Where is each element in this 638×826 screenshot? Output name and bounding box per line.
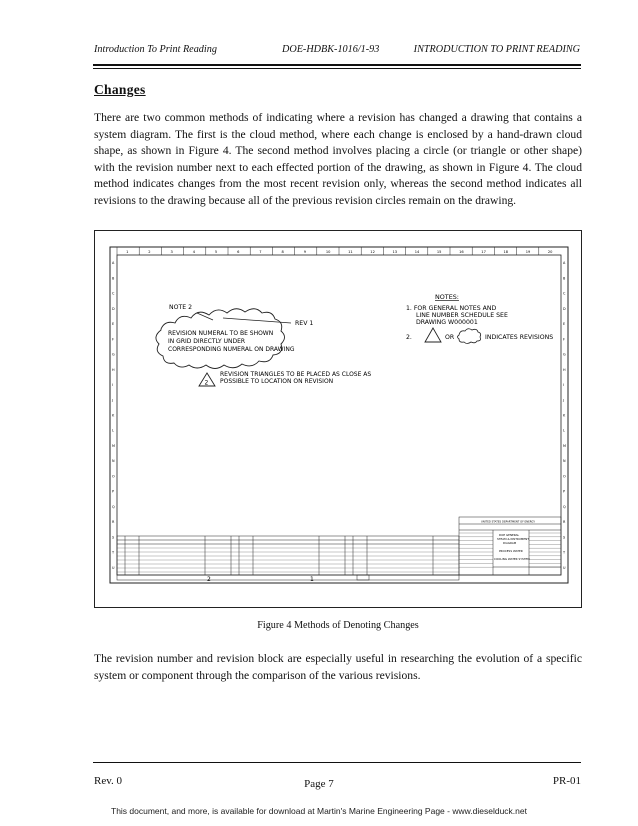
cloud-text-3: CORRESPONDING NUMERAL ON DRAWING <box>168 346 295 353</box>
grid-side-label: D <box>112 306 115 311</box>
title-block-line2: STEAM & INSTRUMENT <box>497 537 529 541</box>
grid-side-label: G <box>112 352 115 357</box>
grid-top-label: 19 <box>525 250 531 254</box>
note1-line2: LINE NUMBER SCHEDULE SEE <box>416 312 508 319</box>
grid-top-label: 15 <box>436 250 442 254</box>
grid-top-label: 11 <box>348 250 353 254</box>
grid-side-label: C <box>112 291 115 296</box>
rev-1-label: REV 1 <box>295 320 314 327</box>
grid-side-label: B <box>112 276 115 281</box>
grid-side-label: J <box>112 398 113 403</box>
grid-top-label: 7 <box>259 250 262 254</box>
note-triangle-icon <box>425 328 441 342</box>
rev-block-stamp <box>357 575 369 580</box>
grid-side-label: F <box>563 337 565 342</box>
grid-top-label: 9 <box>303 250 306 254</box>
grid-side-label: L <box>563 428 565 433</box>
grid-side-label: N <box>112 459 115 464</box>
grid-side-label: I <box>563 383 564 388</box>
grid-side-label: F <box>112 337 114 342</box>
cloud-text-2: IN GRID DIRECTLY UNDER <box>168 338 246 345</box>
grid-side-label: T <box>112 550 115 555</box>
grid-top-label: 3 <box>170 250 173 254</box>
grid-top-label: 10 <box>325 250 331 254</box>
grid-top-label: 2 <box>148 250 151 254</box>
grid-side-label: E <box>112 322 115 327</box>
grid-side-label: Q <box>112 504 115 509</box>
revision-block <box>117 536 459 580</box>
grid-side-label: S <box>112 535 115 540</box>
cloud-text-1: REVISION NUMERAL TO BE SHOWN <box>168 330 274 337</box>
header-rule <box>93 64 581 66</box>
grid-top-label: 12 <box>370 250 375 254</box>
note1-line3: DRAWING W000001 <box>416 319 478 326</box>
revision-block-rows <box>117 548 459 572</box>
title-block-line5: COOLING WATER SYSTEM <box>494 557 530 561</box>
section-title: Changes <box>94 82 146 97</box>
grid-top-labels <box>117 247 553 255</box>
triangle-number: 2 <box>204 379 209 387</box>
grid-side-label: R <box>563 520 566 525</box>
page-header <box>94 44 580 58</box>
footer-rule <box>93 762 581 763</box>
note2-prefix: 2. <box>406 334 412 341</box>
title-block-agency: UNITED STATES DEPARTMENT OF ENERGY <box>481 520 536 524</box>
title-block-line4: PROCESS WATER <box>499 549 523 553</box>
grid-side-label: U <box>563 565 566 570</box>
title-block-line1: DOE GENERAL <box>499 533 520 537</box>
grid-side-label: P <box>563 489 566 494</box>
grid-side-label: T <box>563 550 566 555</box>
header-rule-thin <box>93 68 581 69</box>
grid-side-label: H <box>563 367 566 372</box>
header-right: INTRODUCTION TO PRINT READING <box>413 44 580 55</box>
rev-block-number-1: 1 <box>310 576 314 583</box>
grid-side-label: P <box>112 489 115 494</box>
note-cloud-icon <box>458 329 481 344</box>
note2-or: OR <box>445 334 455 341</box>
grid-top-label: 1 <box>126 250 129 254</box>
title-block-line3: DIAGRAM <box>503 541 517 545</box>
title-block <box>459 517 561 575</box>
triangle-text-2: POSSIBLE TO LOCATION ON REVISION <box>220 378 334 385</box>
grid-side-label: B <box>563 276 566 281</box>
grid-side-label: H <box>112 367 115 372</box>
grid-side-label: K <box>112 413 115 418</box>
notes-title: NOTES: <box>435 293 459 301</box>
grid-side-label: S <box>563 535 566 540</box>
note2-suffix: INDICATES REVISIONS <box>485 334 554 341</box>
grid-side-label: Q <box>563 504 566 509</box>
note1-line1: 1. FOR GENERAL NOTES AND <box>406 305 497 312</box>
grid-side-label: E <box>563 322 566 327</box>
grid-side-label: K <box>563 413 566 418</box>
grid-side-label: J <box>563 398 564 403</box>
grid-side-label: I <box>112 383 113 388</box>
grid-side-label: C <box>563 291 566 296</box>
grid-top-label: 8 <box>281 250 284 254</box>
grid-side-label: L <box>112 428 114 433</box>
header-center: DOE-HDBK-1016/1-93 <box>282 44 380 55</box>
grid-top-label: 17 <box>481 250 486 254</box>
grid-side-label: A <box>112 261 115 266</box>
grid-top-label: 16 <box>459 250 464 254</box>
grid-side-label: A <box>563 261 566 266</box>
grid-side-label: G <box>563 352 566 357</box>
rev-block-number-2: 2 <box>207 576 211 583</box>
figure-4 <box>94 230 582 608</box>
triangle-text-1: REVISION TRIANGLES TO BE PLACED AS CLOSE AS <box>220 371 372 378</box>
grid-side-label: M <box>112 443 115 448</box>
grid-top-label: 13 <box>392 250 398 254</box>
grid-top-label: 4 <box>192 250 195 254</box>
footer-page-number: Page 7 <box>304 778 334 790</box>
download-notice: This document, and more, is available for download at Martin's Marine Engineering Page - www.dieselduck.net <box>111 806 527 816</box>
figure-caption: Figure 4 Methods of Denoting Changes <box>257 620 419 631</box>
footer-revision: Rev. 0 <box>94 775 123 787</box>
grid-side-label: O <box>112 474 115 479</box>
drawing-sheet <box>95 231 581 607</box>
footer-doc-id: PR-01 <box>552 775 581 787</box>
grid-top-label: 18 <box>503 250 509 254</box>
note-2-label: NOTE 2 <box>169 304 193 311</box>
grid-side-label: M <box>563 443 566 448</box>
grid-top-label: 14 <box>414 250 420 254</box>
grid-top-label: 20 <box>547 250 553 254</box>
drawing-inner-border <box>117 255 561 575</box>
grid-top-label: 5 <box>214 250 218 254</box>
grid-side-label: R <box>112 520 115 525</box>
grid-side-label: O <box>563 474 566 479</box>
paragraph-1: There are two common methods of indicating where a revision has changed a drawing that contains a system diagram. The first is the cloud method, where each change is enclosed by a hand-drawn cloud shape, as shown in Figure 4. The second method involves placing a circle (or triangle or other shape) with the revision number next to each effected portion of the drawing, as shown in Figure 4. The cloud method indicates changes from the most recent revision only, whereas the second method indicates all revisions to the drawing because all of the previous revision circles remain on the drawing. <box>94 111 582 207</box>
paragraph-2: The revision number and revision block are especially useful in researching the evolution of a specific system or component through the comparison of the various revisions. <box>94 652 582 682</box>
grid-side-label: U <box>112 565 115 570</box>
header-left: Introduction To Print Reading <box>94 44 217 55</box>
grid-side-label: N <box>563 459 566 464</box>
grid-top-label: 6 <box>237 250 240 254</box>
grid-side-label: D <box>563 306 566 311</box>
